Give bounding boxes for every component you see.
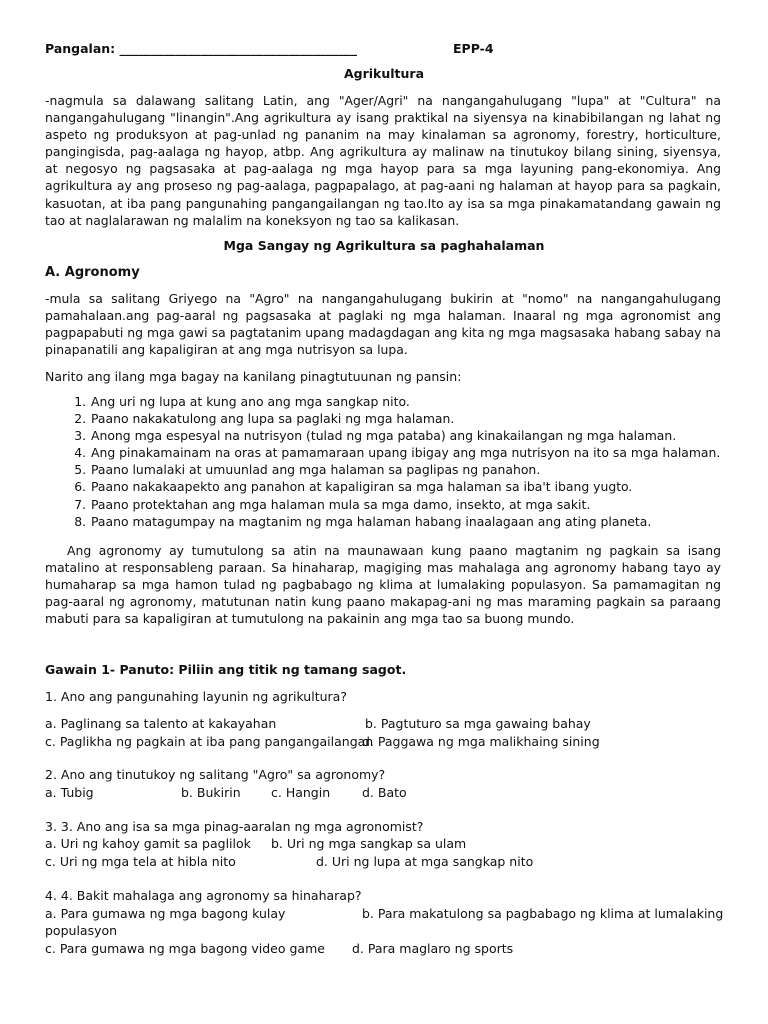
agronomy-definition: -mula sa salitang Griyego na "Agro" na nangangahulugang bukirin at "nomo" na nangangahulugang pamahalaan.ang pag-aaral ng pagsasaka at paglaki ng mga halaman. Inaaral ng mga agronomist ang pagpapabuti ng mga gawi sa pagtatanim upang madagdagan ang kita ng mga magsasaka habang sabay na pinapanatili ang kapaligiran at ang mga nutrisyon sa lupa.: [45, 291, 721, 358]
question-3: 3. 3. Ano ang isa sa mga pinag-aaralan ng mga agronomist?: [45, 819, 424, 834]
agronomy-summary: Ang agronomy ay tumutulong sa atin na maunawaan kung paano magtanim ng pagkain sa isang matalino at responsableng paraan. Sa hinaharap, magiging mas mahalaga ang agronomy habang tayo ay humaharap sa mga hamon tulad ng pagbabago ng klima at lumalaking populasyon. Sa pamamagitan ng pag-aaral ng agronomy, matutunan natin kung paano makapag-ani ng mas maraming pagkain sa paraang mabuti para sa kapaligiran at tumutulong na pakainin ang mga tao sa buong mundo.: [45, 543, 721, 627]
intro-paragraph: -nagmula sa dalawang salitang Latin, ang "Ager/Agri" na nangangahulugang "lupa" at "Cultura" na nangangahulugang "linangin".Ang agrikultura ay isang praktikal na siyensya na kinabibilangan ng lahat ng aspeto ng produksyon at pag-unlad ng pananim na may kinalaman sa agronomy, forestry, horticulture, pangingisda, pag-aalaga ng hayop, atbp. Ang agrikultura ay malinaw na tinutukoy bilang sining, siyensya, at negosyo ng pagsasaka at pag-aalaga ng mga hayop para sa mga layuning pang-ekonomiya. Ang agrikultura ay ang proseso ng pag-aalaga, pagpapalago, at pag-aani ng halaman at hayop para sa pagkain, kasuotan, at iba pang pangunahing pangangailangan ng tao.Ito ay isa sa mga pinakamatandang gawain ng tao at naglalarawan ng malalim na koneksyon ng tao sa kalikasan.: [45, 93, 721, 228]
q2-choice-b: b. Bukirin: [181, 785, 241, 800]
q1-choice-d: d. Paggawa ng mga malikhaing sining: [362, 734, 600, 749]
q3-choice-d: d. Uri ng lupa at mga sangkap nito: [316, 854, 534, 869]
list-item: 6. Paano nakakaapekto ang panahon at kapaligiran sa mga halaman sa iba't ibang yugto.: [90, 478, 750, 495]
list-item: 8. Paano matagumpay na magtanim ng mga halaman habang inaalagaan ang ating planeta.: [90, 513, 750, 530]
q1-choice-c: c. Paglikha ng pagkain at iba pang pangangailangan: [45, 734, 374, 749]
branches-heading: Mga Sangay ng Agrikultura sa paghahalaman: [223, 238, 545, 253]
question-1: 1. Ano ang pangunahing layunin ng agrikultura?: [45, 689, 347, 704]
list-item: 3. Anong mga espesyal na nutrisyon (tulad ng mga pataba) ang kinakailangan ng mga halaman.: [90, 427, 750, 444]
document-title: Agrikultura: [343, 66, 425, 81]
q4-choice-b: b. Para makatulong sa pagbabago ng klima at lumalaking: [362, 906, 724, 921]
activity-heading: Gawain 1- Panuto: Piliin ang titik ng tamang sagot.: [45, 662, 407, 677]
focus-list: [45, 393, 750, 530]
q2-choice-c: c. Hangin: [271, 785, 331, 800]
q4-choice-d: d. Para maglaro ng sports: [352, 941, 514, 956]
q1-choice-b: b. Pagtuturo sa mga gawaing bahay: [365, 716, 591, 731]
list-item: 2. Paano nakakatulong ang lupa sa paglaki ng mga halaman.: [90, 410, 750, 427]
q4-choice-c: c. Para gumawa ng mga bagong video game: [45, 941, 325, 956]
list-item: 4. Ang pinakamainam na oras at pamamaraan upang ibigay ang mga nutrisyon na ito sa mga halaman.: [90, 444, 750, 461]
q4-choice-a: a. Para gumawa ng mga bagong kulay: [45, 906, 286, 921]
question-2: 2. Ano ang tinutukoy ng salitang "Agro" sa agronomy?: [45, 767, 386, 782]
q3-choice-a: a. Uri ng kahoy gamit sa paglilok: [45, 836, 251, 851]
q2-choice-d: d. Bato: [362, 785, 407, 800]
list-item: 1. Ang uri ng lupa at kung ano ang mga sangkap nito.: [90, 393, 750, 410]
q4-choice-b-continued: populasyon: [45, 923, 118, 938]
q3-choice-c: c. Uri ng mga tela at hibla nito: [45, 854, 236, 869]
q3-choice-b: b. Uri ng mga sangkap sa ulam: [271, 836, 467, 851]
list-item: 5. Paano lumalaki at umuunlad ang mga halaman sa paglipas ng panahon.: [90, 461, 750, 478]
subject-code: EPP-4: [453, 41, 494, 56]
list-intro: Narito ang ilang mga bagay na kanilang pinagtutuunan ng pansin:: [45, 369, 462, 384]
list-item: 7. Paano protektahan ang mga halaman mula sa mga damo, insekto, at mga sakit.: [90, 496, 750, 513]
q1-choice-a: a. Paglinang sa talento at kakayahan: [45, 716, 277, 731]
question-4: 4. 4. Bakit mahalaga ang agronomy sa hinaharap?: [45, 888, 362, 903]
name-field-label: Pangalan: ______________________________________: [45, 41, 358, 56]
q2-choice-a: a. Tubig: [45, 785, 94, 800]
agronomy-heading: A. Agronomy: [45, 265, 140, 280]
